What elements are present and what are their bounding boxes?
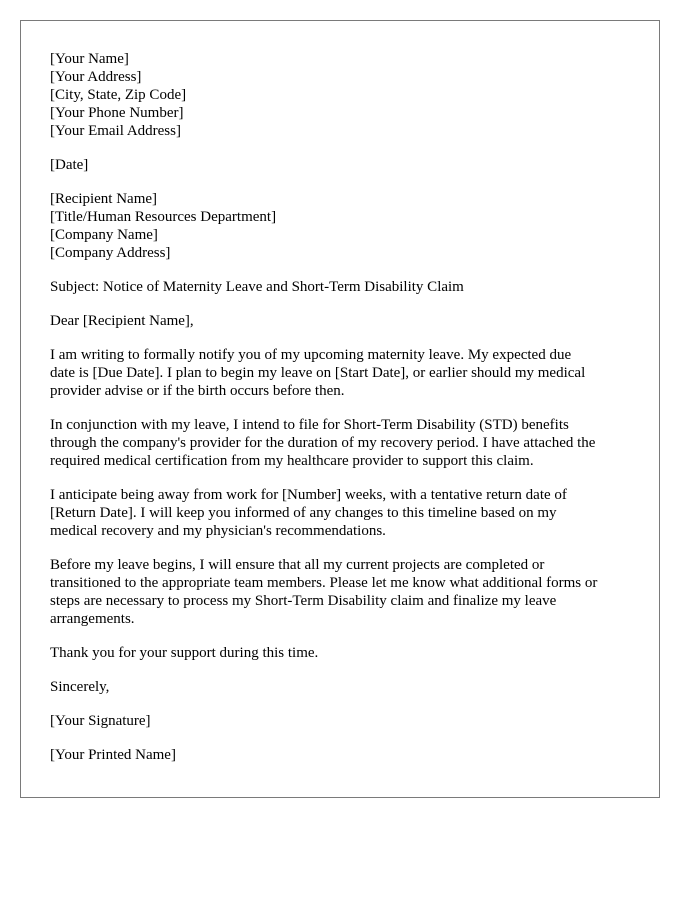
sender-address: [Your Address] (50, 69, 142, 85)
recipient-title: [Title/Human Resources Department] (50, 209, 277, 225)
body-paragraph-3 (50, 486, 650, 540)
body-paragraph-4 (50, 556, 650, 628)
printed-name-line (50, 746, 650, 764)
sender-email: [Your Email Address] (50, 123, 181, 139)
signature-text: [Your Signature] (50, 713, 151, 729)
paragraph-line: medical recovery and my physician's recommendations. (50, 523, 386, 539)
paragraph-line: through the company's provider for the duration of my recovery period. I have attached the (50, 435, 596, 451)
paragraph-line: arrangements. (50, 611, 135, 627)
date-line (50, 156, 650, 174)
recipient-block (50, 190, 650, 262)
thanks-text: Thank you for your support during this time. (50, 645, 319, 661)
recipient-name: [Recipient Name] (50, 191, 158, 207)
letter-frame (20, 20, 660, 798)
paragraph-line: steps are necessary to process my Short-Term Disability claim and finalize my leave (50, 593, 557, 609)
recipient-company: [Company Name] (50, 227, 158, 243)
subject-text: Subject: Notice of Maternity Leave and Short-Term Disability Claim (50, 279, 464, 295)
salutation-text: Dear [Recipient Name], (50, 313, 194, 329)
signature-line (50, 712, 650, 730)
salutation (50, 312, 650, 330)
paragraph-line: required medical certification from my healthcare provider to support this claim. (50, 453, 534, 469)
letter-date: [Date] (50, 157, 89, 173)
letter-body (50, 50, 650, 764)
paragraph-line: date is [Due Date]. I plan to begin my leave on [Start Date], or earlier should my medical (50, 365, 586, 381)
sender-block (50, 50, 650, 140)
subject-line (50, 278, 650, 296)
paragraph-line: In conjunction with my leave, I intend to file for Short-Term Disability (STD) benefits (50, 417, 569, 433)
paragraph-line: Before my leave begins, I will ensure that all my current projects are completed or (50, 557, 545, 573)
closing-text: Sincerely, (50, 679, 110, 695)
sender-phone: [Your Phone Number] (50, 105, 184, 121)
closing-line (50, 678, 650, 696)
printed-name-text: [Your Printed Name] (50, 747, 176, 763)
body-paragraph-1 (50, 346, 650, 400)
paragraph-line: I anticipate being away from work for [Number] weeks, with a tentative return date of (50, 487, 567, 503)
paragraph-line: [Return Date]. I will keep you informed of any changes to this timeline based on my (50, 505, 557, 521)
paragraph-line: transitioned to the appropriate team members. Please let me know what additional forms or (50, 575, 598, 591)
sender-name: [Your Name] (50, 51, 129, 67)
thanks-line (50, 644, 650, 662)
paragraph-line: I am writing to formally notify you of my upcoming maternity leave. My expected due (50, 347, 572, 363)
body-paragraph-2 (50, 416, 650, 470)
recipient-address: [Company Address] (50, 245, 171, 261)
paragraph-line: provider advise or if the birth occurs before then. (50, 383, 345, 399)
sender-city-state-zip: [City, State, Zip Code] (50, 87, 187, 103)
